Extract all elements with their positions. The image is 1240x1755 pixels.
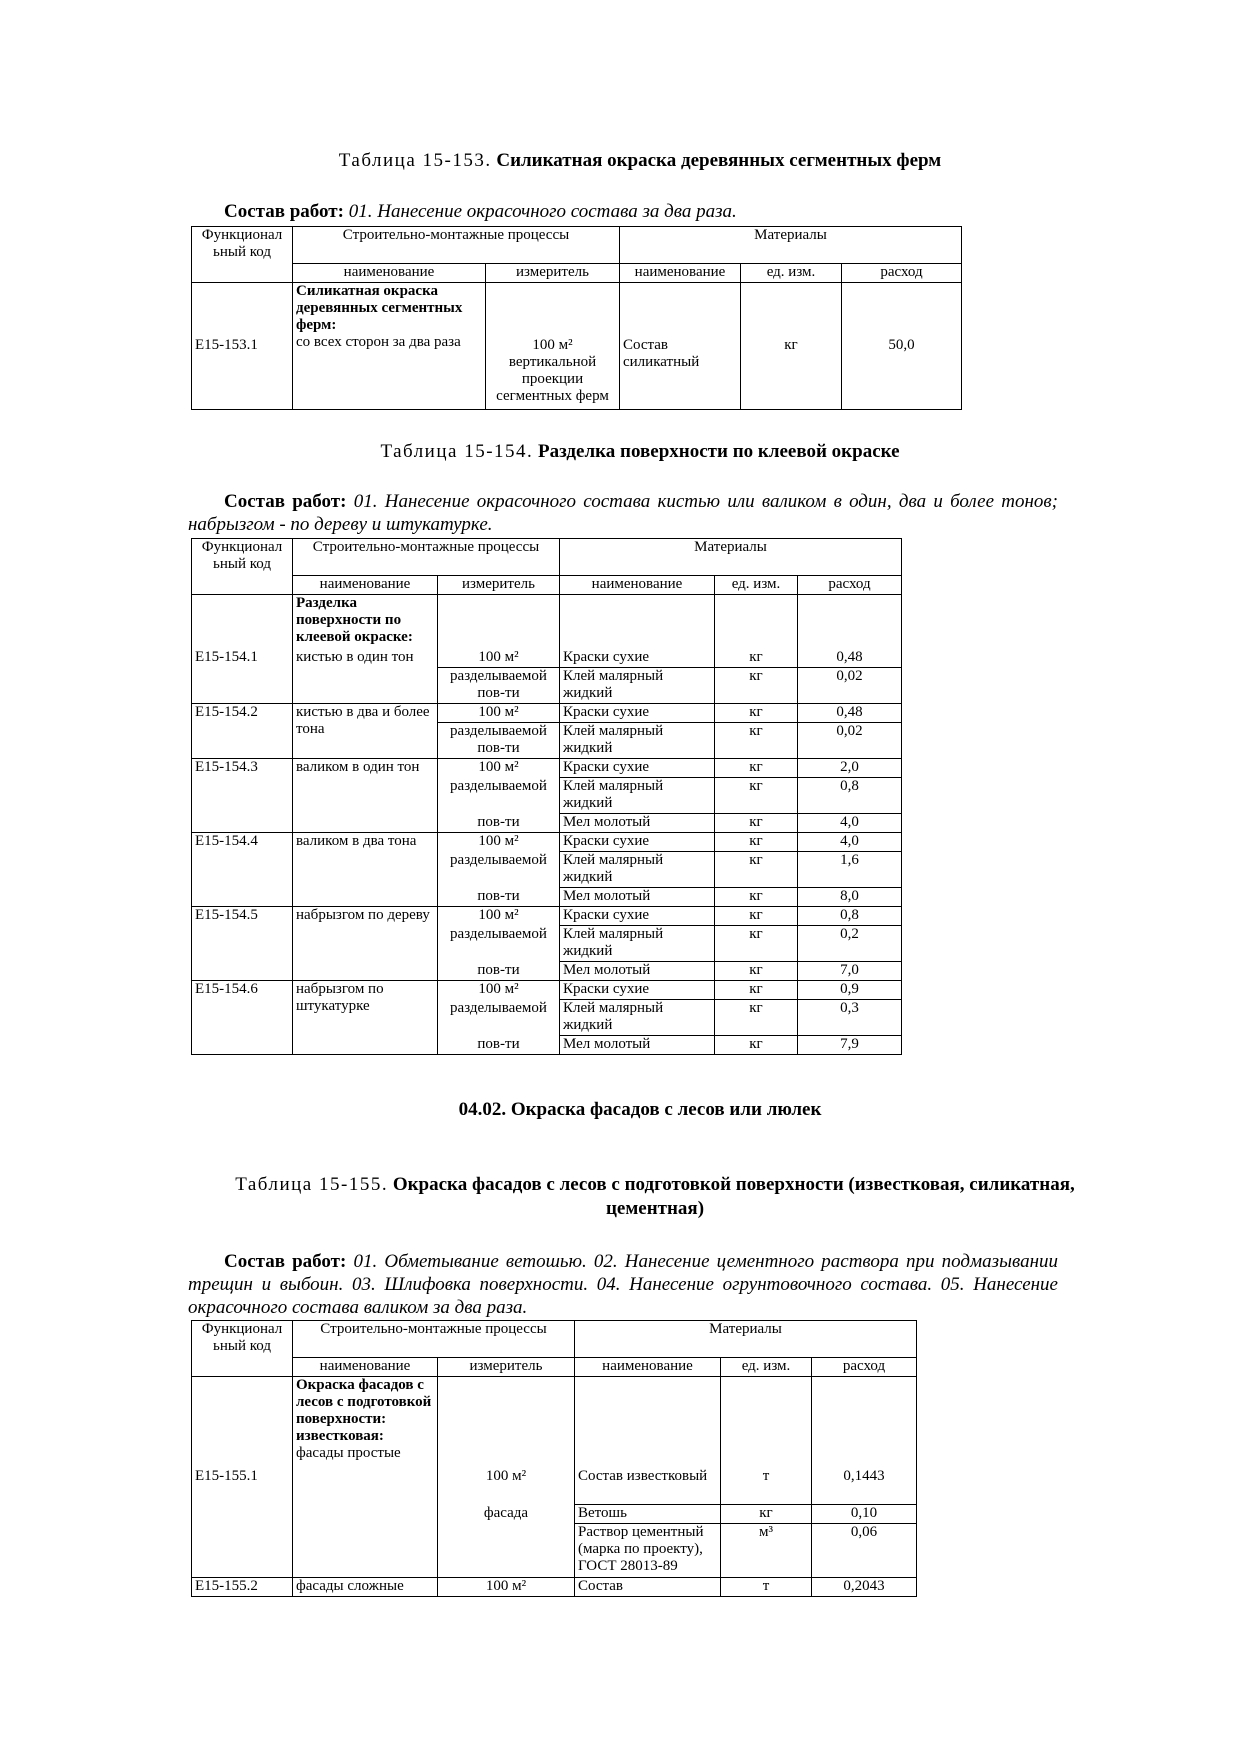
row-name: Силикатная окраска деревянных сегментных ферм: со всех сторон за два раза <box>293 283 486 410</box>
table-154-label: Таблица 15-154. <box>380 441 534 462</box>
table-154 <box>191 538 902 1055</box>
sostav-label: Состав работ: <box>224 201 344 222</box>
material-name: Состав <box>575 1578 721 1597</box>
row-name: набрызгом по дереву <box>293 907 438 981</box>
table-153-caption <box>190 150 1090 172</box>
sostav-label: Состав работ: <box>224 1251 347 1272</box>
row-measure: 100 м² <box>438 1578 575 1597</box>
material-unit: кг <box>715 723 798 759</box>
table-row <box>192 833 902 852</box>
row-code: Е15-153.1 <box>192 283 293 410</box>
hdr-mat-name: наименование <box>575 1358 721 1377</box>
hdr-mat-name: наименование <box>620 264 741 283</box>
hdr-materials: Материалы <box>560 539 902 576</box>
table-row <box>192 704 902 723</box>
row-measure: 100 м² <box>438 704 560 723</box>
table-row <box>192 1377 917 1505</box>
row-measure: 100 м² <box>438 649 560 668</box>
row-measure: пов-ти <box>438 1036 560 1055</box>
material-unit: кг <box>715 852 798 888</box>
row-measure: пов-ти <box>438 814 560 833</box>
table-153 <box>191 226 962 410</box>
material-rate: 7,0 <box>798 962 902 981</box>
material-unit: м³ <box>721 1524 812 1578</box>
hdr-measure: измеритель <box>486 264 620 283</box>
row-measure: пов-ти <box>438 962 560 981</box>
table-row <box>192 907 902 926</box>
table-155-caption <box>220 1173 1090 1221</box>
hdr-rate: расход <box>798 576 902 595</box>
table-154-title: Разделка поверхности по клеевой окраске <box>538 441 900 462</box>
material-unit: кг <box>715 1036 798 1055</box>
material-unit: кг <box>721 1505 812 1524</box>
row-measure: пов-ти <box>438 888 560 907</box>
material-unit: кг <box>715 926 798 962</box>
row-name: кистью в два и более тона <box>293 704 438 759</box>
material-name: Мел молотый <box>560 888 715 907</box>
table-154-caption <box>190 441 1090 463</box>
material-name: Краски сухие <box>560 981 715 1000</box>
material-name: Клей малярный жидкий <box>560 668 715 704</box>
table-154-sostav <box>188 490 1058 536</box>
hdr-processes: Строительно-монтажные процессы <box>293 1321 575 1358</box>
row-measure: разделываемой <box>438 778 560 814</box>
material-name: Краски сухие <box>560 704 715 723</box>
row-code: Е15-154.5 <box>192 907 293 981</box>
material-rate: 0,48 <box>798 649 902 668</box>
row-name: набрызгом по штукатурке <box>293 981 438 1055</box>
row-rate: 50,0 <box>842 283 962 410</box>
material-rate: 0,9 <box>798 981 902 1000</box>
row-unit: кг <box>741 283 842 410</box>
sostav-text: 01. Обметывание ветошью. 02. Нанесение цементного раствора при подмазывании трещин и выбоин. 03. Шлифовка поверхности. 04. Нанесение огрунтовочного состава. 05. Нанесение окрасочного состава валиком за два раза. <box>188 1251 1058 1318</box>
hdr-processes: Строительно-монтажные процессы <box>293 539 560 576</box>
material-unit: кг <box>715 833 798 852</box>
material-name: Клей малярный жидкий <box>560 852 715 888</box>
hdr-unit: ед. изм. <box>721 1358 812 1377</box>
row-code: Е15-154.2 <box>192 704 293 759</box>
material-rate: 1,6 <box>798 852 902 888</box>
material-name: Мел молотый <box>560 814 715 833</box>
row-measure: 100 м² <box>438 759 560 778</box>
row-measure: разделываемой пов-ти <box>438 668 560 704</box>
table-row <box>192 649 902 668</box>
hdr-code: Функционал ьный код <box>192 1321 293 1377</box>
material-rate: 0,1443 <box>812 1377 917 1505</box>
hdr-mat-name: наименование <box>560 576 715 595</box>
material-name: Краски сухие <box>560 833 715 852</box>
material-unit: кг <box>715 962 798 981</box>
material-rate: 0,8 <box>798 907 902 926</box>
material-rate: 7,9 <box>798 1036 902 1055</box>
sostav-label: Состав работ: <box>224 491 347 512</box>
material-unit: кг <box>715 907 798 926</box>
row-measure: 100 м² <box>438 833 560 852</box>
material-unit: кг <box>715 759 798 778</box>
hdr-unit: ед. изм. <box>715 576 798 595</box>
material-name: Краски сухие <box>560 907 715 926</box>
row-code: Е15-154.1 <box>192 649 293 704</box>
table-153-title: Силикатная окраска деревянных сегментных ферм <box>496 150 942 171</box>
row-measure: разделываемой <box>438 926 560 962</box>
material-rate: 0,02 <box>798 723 902 759</box>
hdr-rate: расход <box>812 1358 917 1377</box>
row-code: Е15-155.2 <box>192 1578 293 1597</box>
table-153-label: Таблица 15-153. <box>338 150 492 171</box>
hdr-processes: Строительно-монтажные процессы <box>293 227 620 264</box>
material-unit: кг <box>715 704 798 723</box>
material-rate: 0,48 <box>798 704 902 723</box>
row-code: Е15-154.3 <box>192 759 293 833</box>
material-name: Краски сухие <box>560 649 715 668</box>
material-name: Клей малярный жидкий <box>560 1000 715 1036</box>
row-material: Состав силикатный <box>620 283 741 410</box>
row-measure: разделываемой <box>438 1000 560 1036</box>
row-code: Е15-155.1 <box>192 1377 293 1505</box>
material-unit: кг <box>715 649 798 668</box>
material-rate: 0,8 <box>798 778 902 814</box>
hdr-name: наименование <box>293 576 438 595</box>
material-name: Клей малярный жидкий <box>560 778 715 814</box>
material-unit: кг <box>715 888 798 907</box>
section-heading: 04.02. Окраска фасадов с лесов или люлек <box>458 1099 822 1120</box>
hdr-name: наименование <box>293 264 486 283</box>
table-155 <box>191 1320 917 1597</box>
material-unit: т <box>721 1377 812 1505</box>
row-measure: 100 м² <box>438 907 560 926</box>
row-measure: 100 м² <box>438 981 560 1000</box>
material-name: Клей малярный жидкий <box>560 926 715 962</box>
material-rate: 0,10 <box>812 1505 917 1524</box>
material-rate: 4,0 <box>798 814 902 833</box>
row-measure: разделываемой пов-ти <box>438 723 560 759</box>
material-name: Клей малярный жидкий <box>560 723 715 759</box>
sostav-text: 01. Нанесение окрасочного состава кистью или валиком в один, два и более тонов; набрызгом - по дереву и штукатурке. <box>188 491 1058 535</box>
material-rate: 2,0 <box>798 759 902 778</box>
hdr-materials: Материалы <box>620 227 962 264</box>
material-name: Состав известковый <box>575 1377 721 1505</box>
hdr-measure: измеритель <box>438 576 560 595</box>
row-measure: разделываемой <box>438 852 560 888</box>
row-name: фасады сложные <box>293 1578 438 1597</box>
group-label: Силикатная окраска деревянных сегментных ферм: <box>296 283 463 333</box>
table-row <box>192 759 902 778</box>
hdr-rate: расход <box>842 264 962 283</box>
material-rate: 8,0 <box>798 888 902 907</box>
hdr-materials: Материалы <box>575 1321 917 1358</box>
group-label: Разделка поверхности по клеевой окраске: <box>293 595 438 649</box>
material-unit: кг <box>715 778 798 814</box>
material-name: Мел молотый <box>560 1036 715 1055</box>
hdr-measure: измеритель <box>438 1358 575 1377</box>
material-rate: 0,2 <box>798 926 902 962</box>
hdr-code: Функционал ьный код <box>192 227 293 283</box>
material-unit: т <box>721 1578 812 1597</box>
hdr-unit: ед. изм. <box>741 264 842 283</box>
row-measure: фасада <box>438 1505 575 1524</box>
row-name: валиком в один тон <box>293 759 438 833</box>
hdr-code: Функционал ьный код <box>192 539 293 595</box>
row-measure: 100 м² <box>438 1377 575 1505</box>
table-155-sostav <box>188 1250 1058 1319</box>
table-153-sostav <box>188 200 1058 223</box>
sostav-text: 01. Нанесение окрасочного состава за два раза. <box>348 201 737 222</box>
hdr-name: наименование <box>293 1358 438 1377</box>
material-rate: 0,2043 <box>812 1578 917 1597</box>
material-name: Раствор цементный (марка по проекту), ГОСТ 28013-89 <box>575 1524 721 1578</box>
row-name: кистью в один тон <box>293 649 438 704</box>
row-name: валиком в два тона <box>293 833 438 907</box>
table-row <box>192 1578 917 1597</box>
material-rate: 0,3 <box>798 1000 902 1036</box>
material-rate: 0,02 <box>798 668 902 704</box>
row-code: Е15-154.6 <box>192 981 293 1055</box>
material-unit: кг <box>715 1000 798 1036</box>
material-name: Краски сухие <box>560 759 715 778</box>
material-unit: кг <box>715 668 798 704</box>
row-code: Е15-154.4 <box>192 833 293 907</box>
material-name: Ветошь <box>575 1505 721 1524</box>
table-155-label: Таблица 15-155. <box>235 1174 389 1195</box>
material-unit: кг <box>715 814 798 833</box>
group-label: Окраска фасадов с лесов с подготовкой поверхности: известковая: <box>296 1377 432 1444</box>
material-rate: 4,0 <box>798 833 902 852</box>
table-155-title: Окраска фасадов с лесов с подготовкой поверхности (известковая, силикатная, цементная) <box>392 1174 1075 1219</box>
material-name: Мел молотый <box>560 962 715 981</box>
material-rate: 0,06 <box>812 1524 917 1578</box>
row-measure: 100 м² вертикальной проекции сегментных ферм <box>486 283 620 410</box>
row-name: Окраска фасадов с лесов с подготовкой поверхности: известковая: фасады простые <box>293 1377 438 1505</box>
table-row <box>192 981 902 1000</box>
material-unit: кг <box>715 981 798 1000</box>
